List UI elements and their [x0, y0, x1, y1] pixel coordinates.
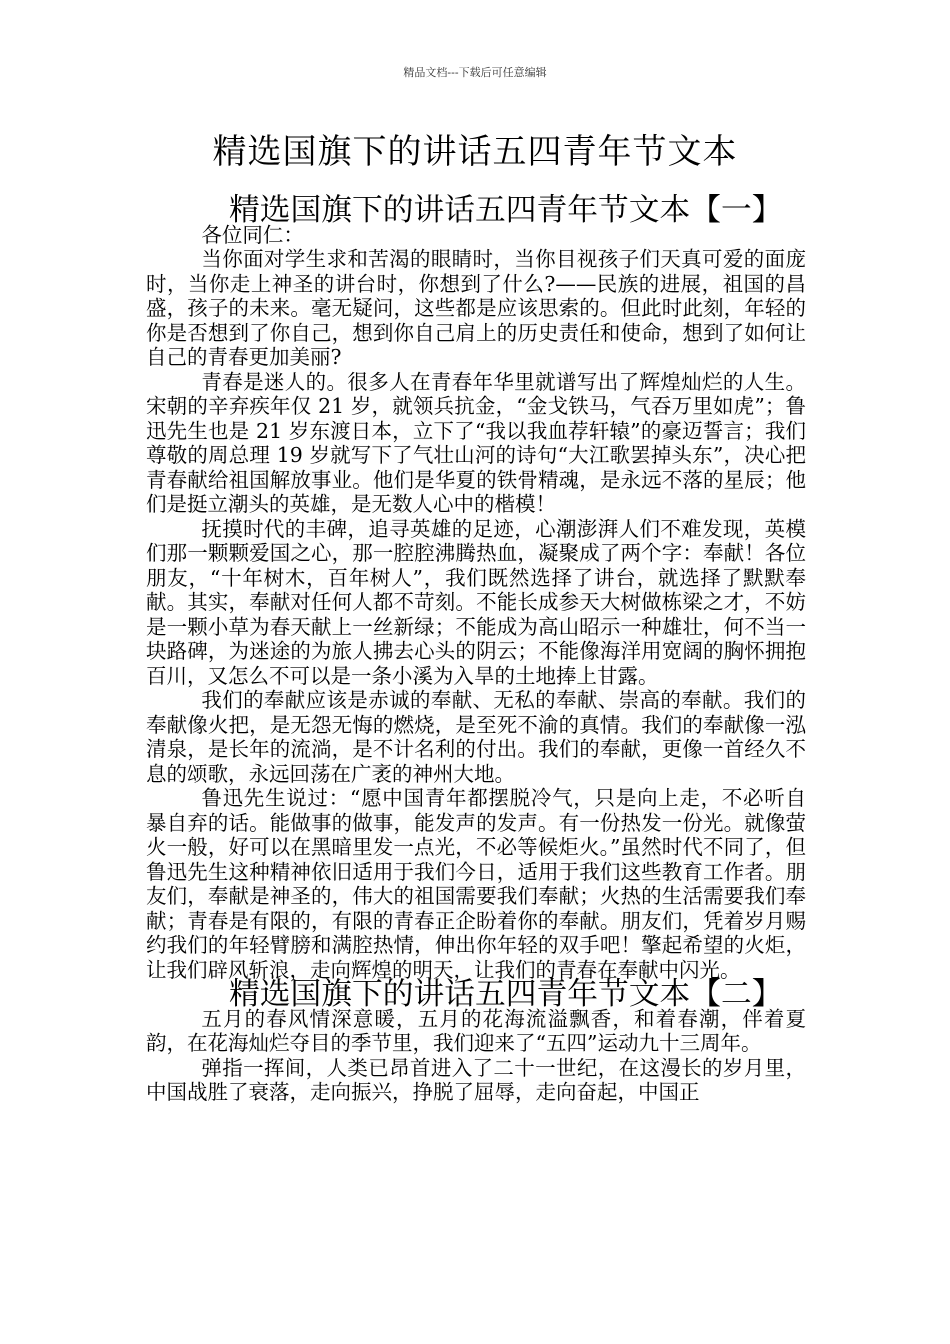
- header-watermark: 精品文档---下载后可任意编辑: [403, 66, 547, 79]
- section-1-heading: 精选国旗下的讲话五四青年节文本【一】: [229, 192, 783, 228]
- paragraph: 鲁迅先生说过：“愿中国青年都摆脱冷气，只是向上走，不必听自暴自弃的话。能做事的做事，能发声的发声。有一份热发一份光。就像萤火一般，好可以在黑暗里发一点光，不必等候炬火。”虽然时代不同了，但鲁迅先生这种精神依旧适用于我们今日，适用于我们这些教育工作者。朋友们，奉献是神圣的，伟大的祖国需要我们奉献；火热的生活需要我们奉献；青春是有限的，有限的青春正企盼着你的奉献。朋友们，凭着岁月赐约我们的年轻臂膀和满腔热情，伸出你年轻的双手吧！擎起希望的火炬，让我们辟风斩浪，走向辉煌的明天，让我们的青春在奉献中闪光。: [146, 786, 806, 982]
- paragraph: 青春是迷人的。很多人在青春年华里就谱写出了辉煌灿烂的人生。宋朝的辛弃疾年仅 21 岁，就领兵抗金，“金戈铁马，气吞万里如虎”；鲁迅先生也是 21 岁东渡日本，立下了“我以我血荐轩辕”的豪迈誓言；我们尊敬的周总理 19 岁就写下了气壮山河的诗句“大江歌罢掉头东”，决心把青春献给祖国解放事业。他们是华夏的铁骨精魂，是永远不落的星辰；他们是挺立潮头的英雄，是无数人心中的楷模！: [146, 369, 806, 516]
- document-title: 精选国旗下的讲话五四青年节文本: [212, 132, 738, 172]
- paragraph: 五月的春风情深意暖，五月的花海流溢飘香，和着春潮，伴着夏韵，在花海灿烂夺目的季节里，我们迎来了“五四”运动九十三周年。: [146, 1006, 806, 1055]
- section-2-heading: 精选国旗下的讲话五四青年节文本【二】: [229, 976, 783, 1012]
- greeting: 各位同仁：: [201, 222, 304, 247]
- paragraph: 抚摸时代的丰碑，追寻英雄的足迹，心潮澎湃人们不难发现，英模们那一颗颗爱国之心，那一腔腔沸腾热血，凝聚成了两个字：奉献！各位朋友，“十年树木，百年树人”，我们既然选择了讲台，就选择了默默奉献。其实，奉献对任何人都不苛刻。不能长成参天大树做栋梁之才，不妨是一颗小草为春天献上一丝新绿；不能成为高山昭示一种雄壮，何不当一块路碑，为迷途的为旅人拂去心头的阴云；不能像海洋用宽阔的胸怀拥抱百川，又怎么不可以是一条小溪为入旱的土地捧上甘露。: [146, 516, 806, 688]
- document-body: [146, 192, 806, 1105]
- paragraph: 弹指一挥间，人类已昂首进入了二十一世纪，在这漫长的岁月里，中国战胜了衰落，走向振兴，挣脱了屈辱，走向奋起，中国正: [146, 1055, 806, 1104]
- paragraph: 我们的奉献应该是赤诚的奉献、无私的奉献、崇高的奉献。我们的奉献像火把，是无怨无悔的燃烧，是至死不渝的真情。我们的奉献像一泓清泉，是长年的流淌，是不计名利的付出。我们的奉献，更像一首经久不息的颂歌，永远回荡在广袤的神州大地。: [146, 688, 806, 786]
- paragraph: 当你面对学生求和苦渴的眼睛时，当你目视孩子们天真可爱的面庞时，当你走上神圣的讲台时，你想到了什么?——民族的进展，祖国的昌盛，孩子的未来。毫无疑问，这些都是应该思索的。但此时此刻，年轻的你是否想到了你自己，想到你自己肩上的历史责任和使命，想到了如何让自己的青春更加美丽?: [146, 247, 806, 369]
